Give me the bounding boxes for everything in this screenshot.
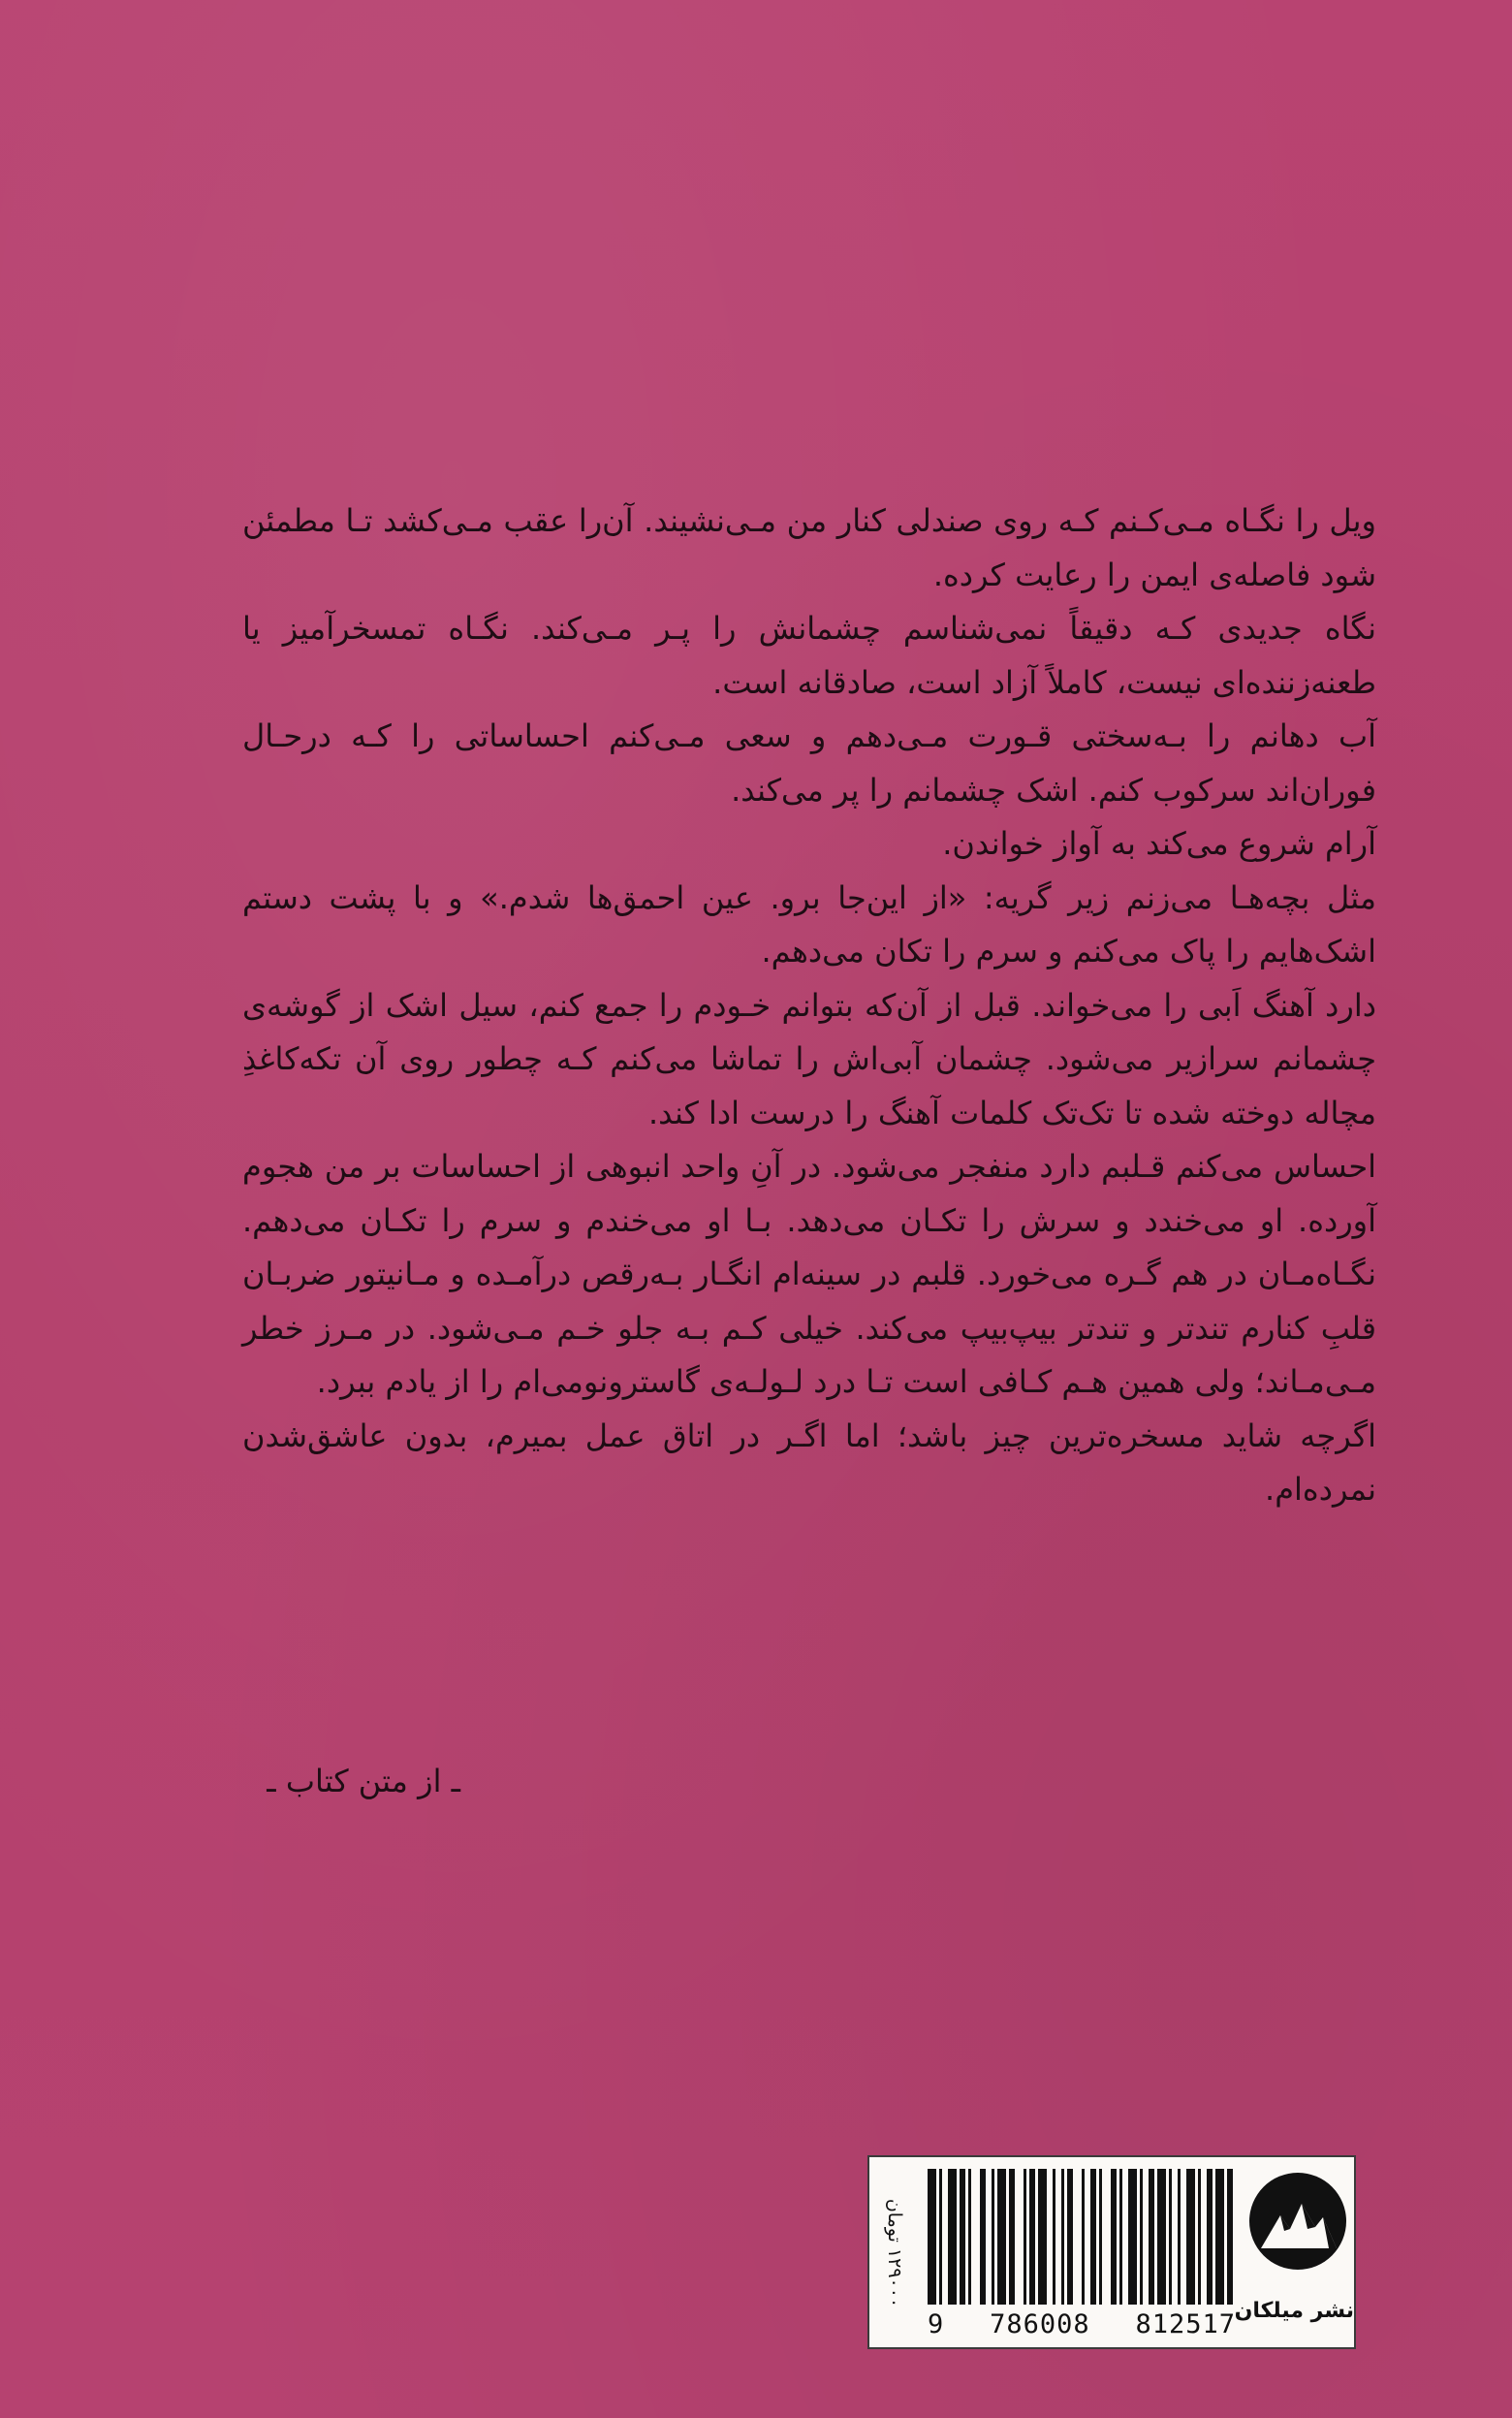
barcode-bar xyxy=(1053,2169,1055,2305)
barcode-bar xyxy=(948,2169,957,2305)
isbn-prefix-digit: 9 xyxy=(928,2308,945,2339)
barcode-bar xyxy=(1067,2169,1073,2305)
barcode-bar xyxy=(1178,2169,1181,2305)
isbn-left-group: 786008 xyxy=(990,2308,1090,2339)
barcode-bar xyxy=(1038,2169,1047,2305)
barcode-bar xyxy=(992,2169,994,2305)
blurb-paragraph-5: مثل بچه‌هـا می‌زنم زیر گریه: «از این‌جا برو. عین احمق‌ها شدم.» و با پشت دستم اشک‌هایم را پاک می‌کنم و سرم را تکان می‌دهم. xyxy=(242,878,1376,970)
barcode-bar xyxy=(1029,2169,1035,2305)
barcode-bar xyxy=(1186,2169,1195,2305)
blurb-paragraph-7: احساس می‌کنم قـلبم دارد منفجر می‌شود. در آنِ واحد انبوهی از احساسات بر من هجوم آورده. او می‌خندد و سرش را تکـان می‌دهد. بـا او می‌خندم و سرم را تکـان می‌دهم. نگـاه‌مـان در هم گـره می‌خورد. قلبم در سینه‌ام انگـار بـه‌رقص درآمـده و مـانیتور ضربـان قلبِ کنارم تندتر و تندتر بیپ‌بیپ می‌کند. خیلی کـم بـه جلو خـم مـی‌شود. در مـرز خطر مـی‌مـاند؛ ولی همین هـم کـافی است تـا درد لـولـه‌ی گاسترونومی‌ام را از یادم ببرد. xyxy=(242,1148,1376,1400)
barcode-bar xyxy=(1090,2169,1096,2305)
blurb-paragraph-1: ویل را نگـاه مـی‌کـنم کـه روی صندلی کنار من مـی‌نشیند. آن‌را عقب مـی‌کشد تـا مطمئن شود فاصله‌ی ایمن را رعایت کرده. xyxy=(242,502,1376,593)
blurb-text xyxy=(242,494,1376,1517)
barcode-bar xyxy=(1215,2169,1224,2305)
barcode-bar xyxy=(997,2169,1006,2305)
barcode-bar xyxy=(1128,2169,1137,2305)
barcode-sticker xyxy=(867,2155,1356,2349)
barcode-bar xyxy=(1157,2169,1166,2305)
barcode-bar xyxy=(939,2169,942,2305)
blurb-paragraph-4: آرام شروع می‌کند به آواز خواندن. xyxy=(942,825,1376,862)
price-label: ۱۲۹۰۰۰ تومان xyxy=(884,2198,906,2308)
blurb-paragraph-3: آب دهانم را بـه‌سختی قـورت مـی‌دهم و سعی مـی‌کنم احساساتی را کـه درحـال فوران‌اند سرکوب کنم. اشک چشمانم را پر می‌کند. xyxy=(242,717,1376,809)
price-strip xyxy=(873,2163,916,2343)
barcode-bar xyxy=(1227,2169,1233,2305)
isbn-number xyxy=(928,2307,1236,2341)
barcode-bar xyxy=(980,2169,986,2305)
barcode-bar xyxy=(1024,2169,1026,2305)
barcode-bar xyxy=(1149,2169,1154,2305)
barcode-bar xyxy=(968,2169,971,2305)
blurb-paragraph-8: اگرچه شاید مسخره‌ترین چیز باشد؛ اما اگـر در اتاق عمل بمیرم، بدون عاشق‌شدن نمرده‌ام. xyxy=(242,1416,1376,1508)
barcode-bar xyxy=(928,2169,936,2305)
mountain-peaks-circle-icon xyxy=(1247,2171,1348,2272)
isbn-right-group: 812517 xyxy=(1135,2308,1236,2339)
barcode-bar xyxy=(1009,2169,1015,2305)
barcode-bar xyxy=(1082,2169,1085,2305)
barcode-bar xyxy=(1061,2169,1064,2305)
blurb-source: ـ از متن کتاب ـ xyxy=(267,1763,460,1799)
barcode-bar xyxy=(1111,2169,1117,2305)
blurb-paragraph-6: دارد آهنگ اَبی را می‌خواند. قبل از آن‌که بتوانم خـودم را جمع کنم، سیل اشک از گوشه‌ی چشمانم سرازیر می‌شود. چشمان آبی‌اش را تماشا می‌کنم کـه چطور روی آن تکه‌کاغذِ مچاله دوخته شده تا تک‌تک کلمات آهنگ را درست ادا کند. xyxy=(242,986,1376,1131)
barcode-bar xyxy=(1119,2169,1122,2305)
barcode-bar xyxy=(1169,2169,1172,2305)
publisher-name: نشر میلکان xyxy=(1234,2299,1354,2323)
barcode-bar xyxy=(960,2169,965,2305)
barcode-bar xyxy=(1140,2169,1143,2305)
barcode-bar xyxy=(1099,2169,1102,2305)
barcode-bar xyxy=(1198,2169,1201,2305)
barcode-bar xyxy=(1207,2169,1213,2305)
blurb-paragraph-2: نگاه جدیدی کـه دقیقاً نمی‌شناسم چشمانش را پـر مـی‌کند. نگـاه تمسخرآمیز یا طعنه‌زننده‌ای نیست، کاملاً آزاد است، صادقانه است. xyxy=(242,610,1376,701)
barcode-bars xyxy=(928,2169,1236,2305)
